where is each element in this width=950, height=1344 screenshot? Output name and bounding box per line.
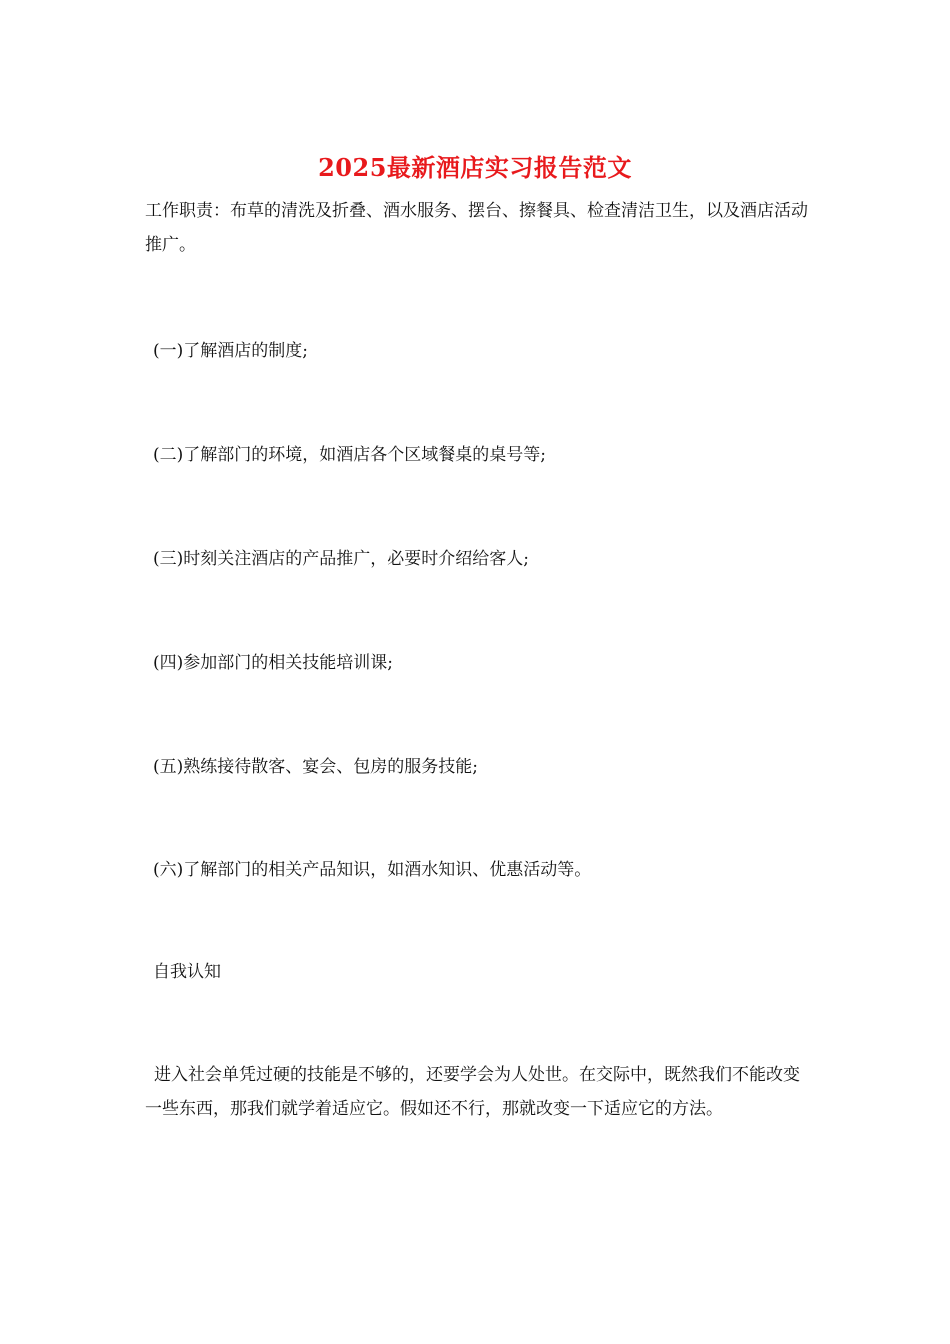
list-item: (五)熟练接待散客、宴会、包房的服务技能; [153,757,478,777]
list-item: (六)了解部门的相关产品知识，如酒水知识、优惠活动等。 [153,860,592,880]
list-item: (四)参加部门的相关技能培训课; [153,653,393,673]
list-item: (三)时刻关注酒店的产品推广，必要时介绍给客人; [153,549,529,569]
document-title: 2025最新酒店实习报告范文 [318,153,632,182]
self-awareness-paragraph: 进入社会单凭过硬的技能是不够的，还要学会为人处世。在交际中，既然我们不能改变一些东西，那我们就学着适应它。假如还不行，那就改变一下适应它的方法。 [145,1065,800,1119]
duties-paragraph: 工作职责：布草的清洗及折叠、酒水服务、摆台、擦餐具、检查清洁卫生，以及酒店活动推广。 [145,201,808,255]
list-item: (二)了解部门的环境，如酒店各个区域餐桌的桌号等; [153,445,546,465]
list-item: (一)了解酒店的制度; [153,341,308,361]
section-heading: 自我认知 [153,962,221,982]
